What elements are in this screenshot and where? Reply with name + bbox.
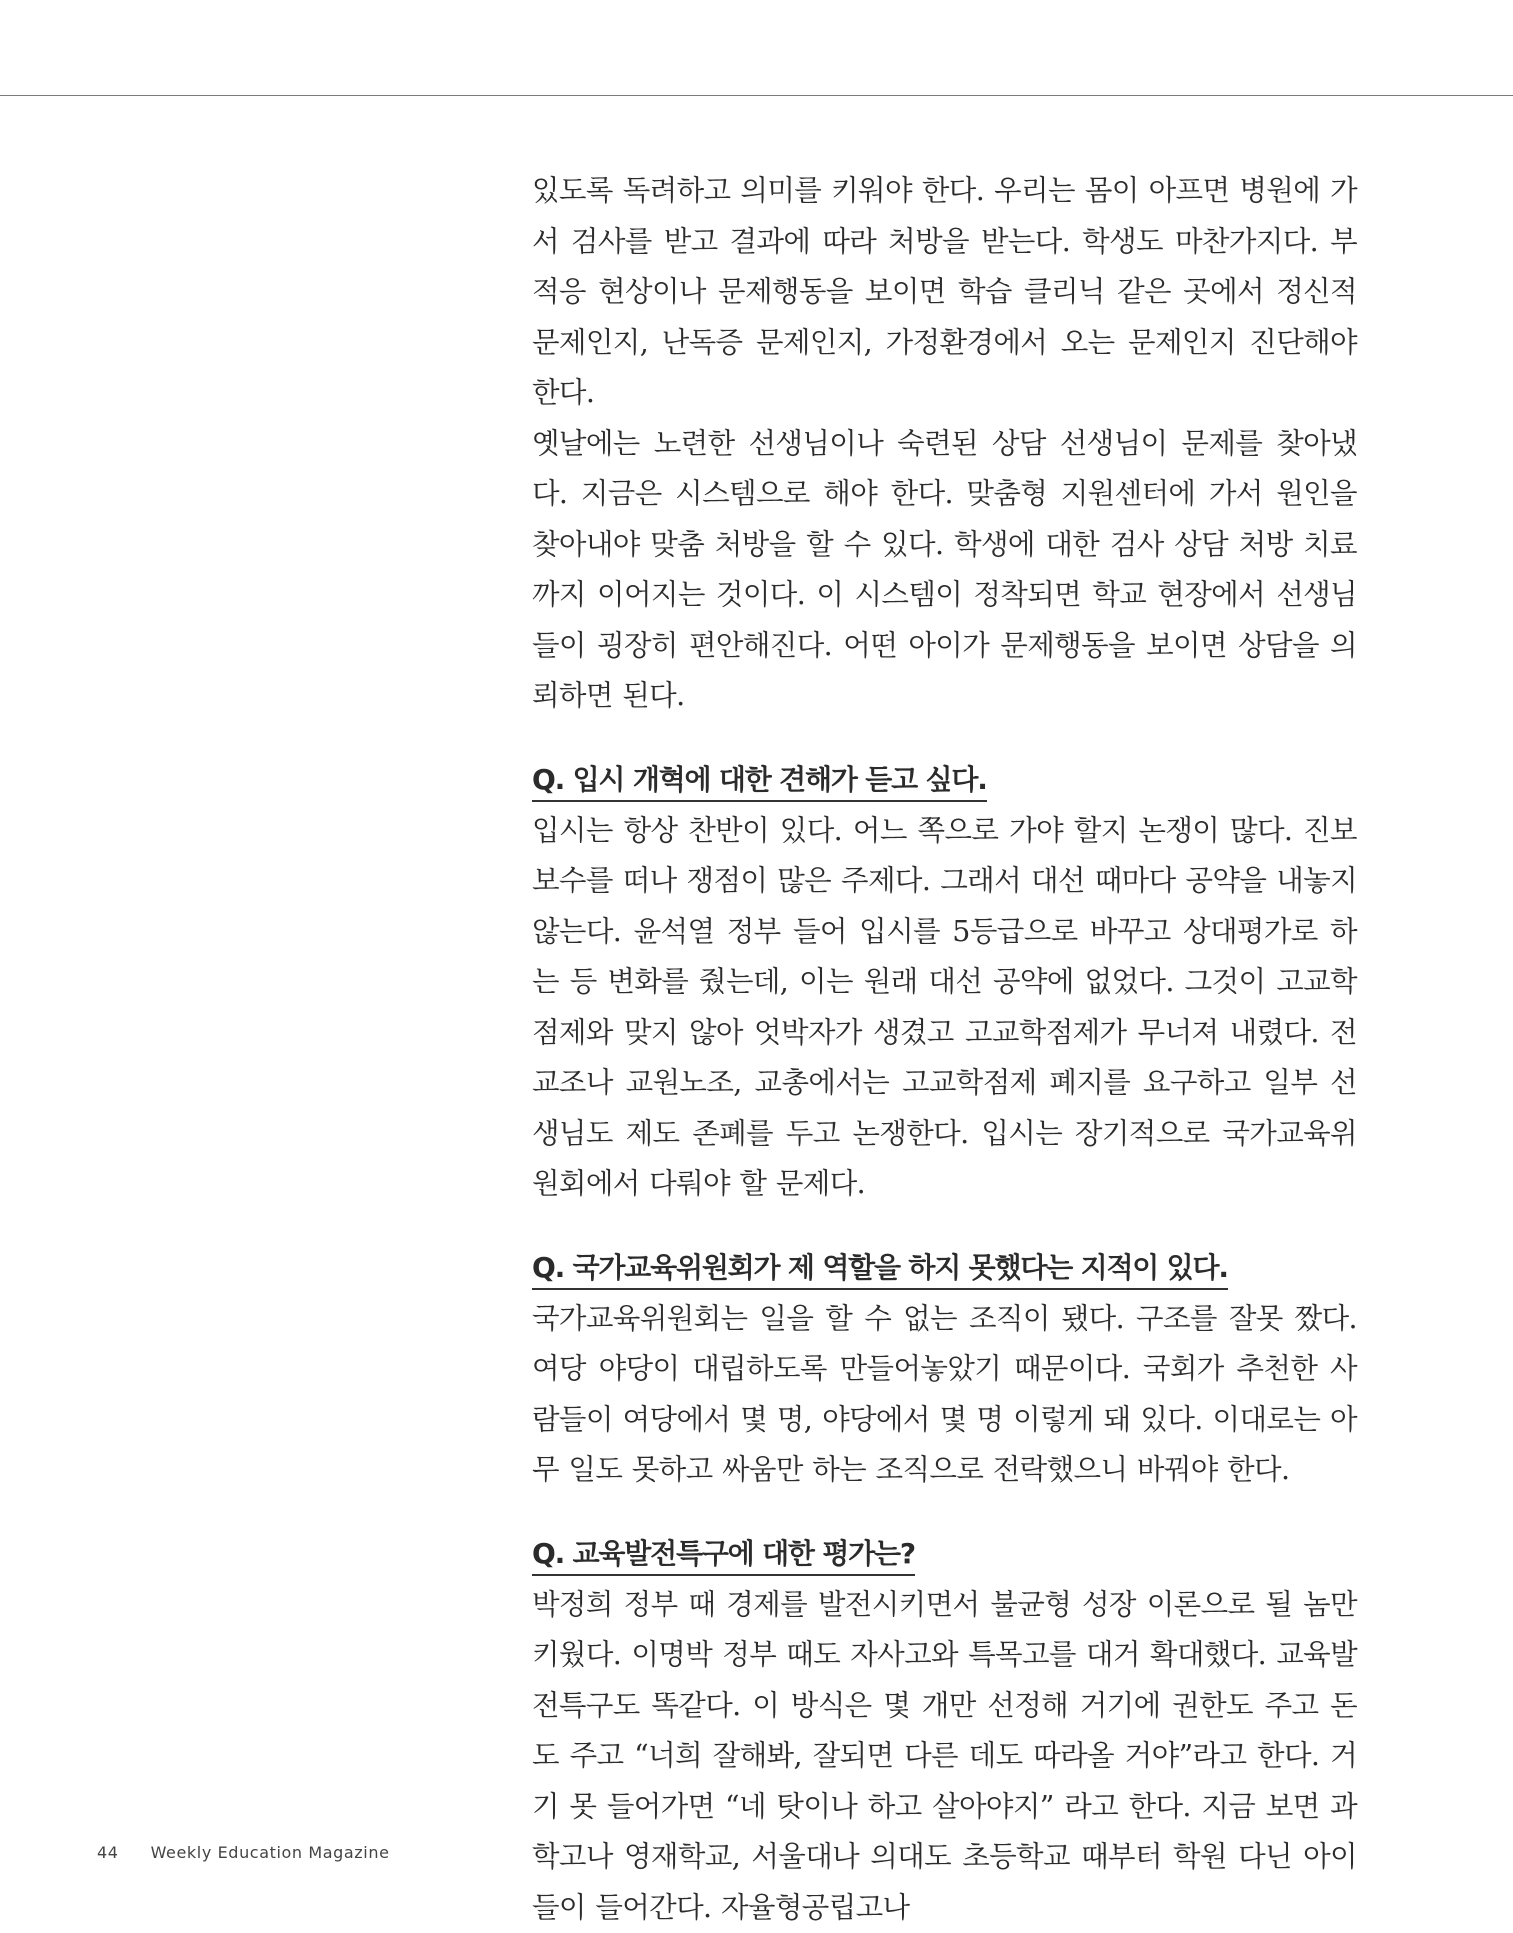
page-number: 44 (97, 1843, 119, 1862)
answer-paragraph: 입시는 항상 찬반이 있다. 어느 쪽으로 가야 할지 논쟁이 많다. 진보 보수를 떠나 쟁점이 많은 주제다. 그래서 대선 때마다 공약을 내놓지 않는다. 윤석열 정부 들어 입시를 5등급으로 바꾸고 상대평가로 하는 등 변화를 줬는데, 이는 원래 대선 공약에 없었다. 그것이 고교학점제와 맞지 않아 엇박자가 생겼고 고교학점제가 무너져 내렸다. 전교조나 교원노조, 교총에서는 고교학점제 폐지를 요구하고 일부 선생님도 제도 존폐를 두고 논쟁한다. 입시는 장기적으로 국가교육위원회에서 다뤄야 할 문제다. (532, 806, 1357, 1210)
answer-paragraph: 박정희 정부 때 경제를 발전시키면서 불균형 성장 이론으로 될 놈만 키웠다. 이명박 정부 때도 자사고와 특목고를 대거 확대했다. 교육발전특구도 똑같다. 이 방식은 몇 개만 선정해 거기에 권한도 주고 돈도 주고 “너희 잘해봐, 잘되면 다른 데도 따라올 거야”라고 한다. 거기 못 들어가면 “네 탓이나 하고 살아야지” 라고 한다. 지금 보면 과학고나 영재학교, 서울대나 의대도 초등학교 때부터 학원 다닌 아이들이 들어간다. 자율형공립고나 (532, 1580, 1357, 1933)
qa-section-education-special-zone (532, 1534, 1357, 1933)
intro-paragraph-2: 옛날에는 노련한 선생님이나 숙련된 상담 선생님이 문제를 찾아냈다. 지금은 시스템으로 해야 한다. 맞춤형 지원센터에 가서 원인을 찾아내야 맞춤 처방을 할 수 있다. 학생에 대한 검사 상담 처방 치료까지 이어지는 것이다. 이 시스템이 정착되면 학교 현장에서 선생님들이 굉장히 편안해진다. 어떤 아이가 문제행동을 보이면 상담을 의뢰하면 된다. (532, 419, 1357, 722)
qa-section-admissions (532, 760, 1357, 1210)
question-heading: Q. 입시 개혁에 대한 견해가 듣고 싶다. (532, 760, 987, 802)
top-divider-line (0, 95, 1513, 96)
qa-section-national-education-committee (532, 1248, 1357, 1496)
intro-paragraph-1: 있도록 독려하고 의미를 키워야 한다. 우리는 몸이 아프면 병원에 가서 검사를 받고 결과에 따라 처방을 받는다. 학생도 마찬가지다. 부적응 현상이나 문제행동을 보이면 학습 클리닉 같은 곳에서 정신적 문제인지, 난독증 문제인지, 가정환경에서 오는 문제인지 진단해야 한다. (532, 166, 1357, 419)
article-body (532, 166, 1357, 1933)
answer-paragraph: 국가교육위원회는 일을 할 수 없는 조직이 됐다. 구조를 잘못 짰다. 여당 야당이 대립하도록 만들어놓았기 때문이다. 국회가 추천한 사람들이 여당에서 몇 명, 야당에서 몇 명 이렇게 돼 있다. 이대로는 아무 일도 못하고 싸움만 하는 조직으로 전락했으니 바꿔야 한다. (532, 1294, 1357, 1496)
question-heading: Q. 교육발전특구에 대한 평가는? (532, 1534, 915, 1576)
page-footer (97, 1843, 390, 1862)
question-heading: Q. 국가교육위원회가 제 역할을 하지 못했다는 지적이 있다. (532, 1248, 1228, 1290)
magazine-name: Weekly Education Magazine (151, 1843, 390, 1862)
